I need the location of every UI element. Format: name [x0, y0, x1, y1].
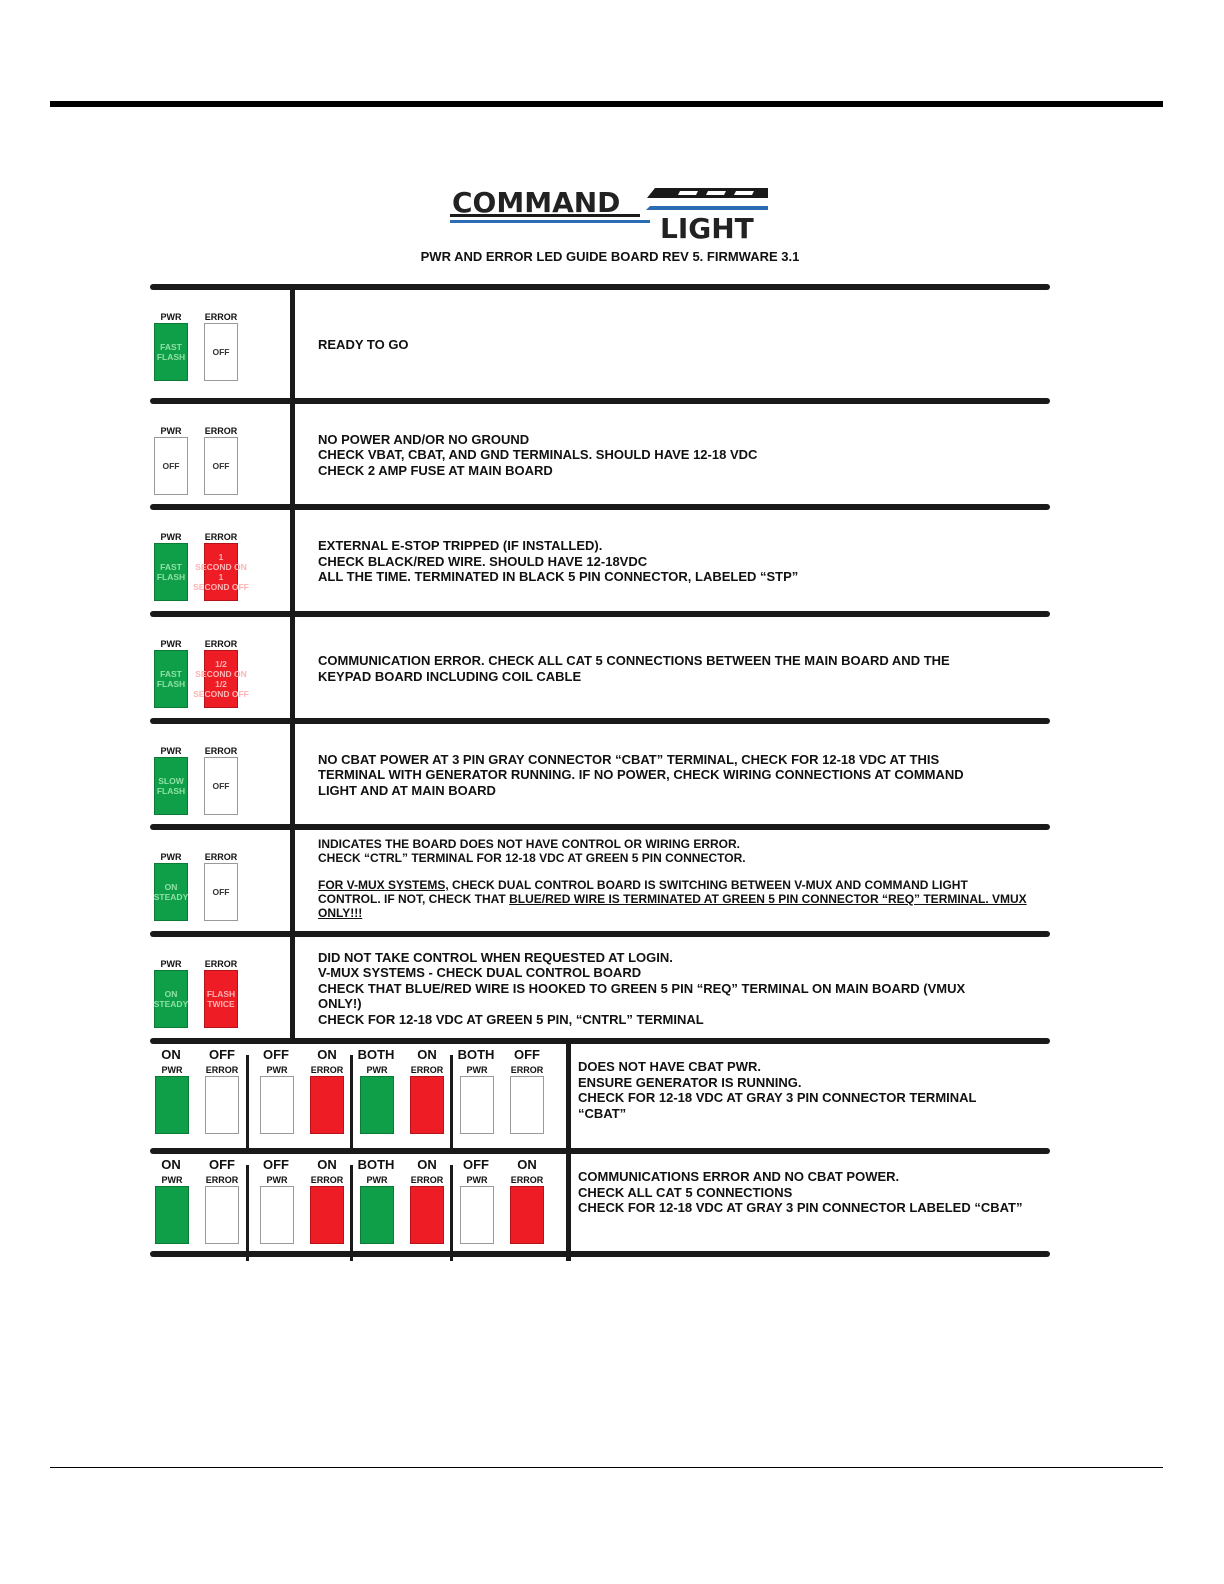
guide-row — [150, 287, 1050, 401]
description-line: ONLY!) — [318, 996, 362, 1012]
pwr-led-text: FAST — [160, 342, 182, 352]
column-divider — [290, 724, 295, 830]
row-description — [318, 752, 964, 799]
pwr-led-label: PWR — [160, 312, 182, 322]
group-divider — [450, 1055, 453, 1151]
error-led-indicator — [410, 1186, 444, 1244]
error-led-text: OFF — [212, 461, 230, 471]
description-line: CHECK FOR 12-18 VDC AT GREEN 5 PIN, “CNTRL” TERMINAL — [318, 1011, 704, 1027]
pwr-led — [151, 851, 191, 921]
error-led-text: 1 — [218, 572, 224, 582]
vmux-systems-link-text: FOR V-MUX SYSTEMS, — [318, 878, 449, 892]
pwr-led — [357, 1174, 397, 1244]
error-led — [193, 531, 249, 601]
pwr-led — [357, 1064, 397, 1134]
description-line: READY TO GO — [318, 337, 409, 353]
pwr-led-indicator — [360, 1186, 394, 1244]
row-description — [318, 950, 965, 1028]
row-description — [318, 837, 1050, 920]
error-led-indicator — [310, 1076, 344, 1134]
pwr-led-text: FAST — [160, 562, 182, 572]
pwr-led — [457, 1064, 497, 1134]
pwr-led-indicator — [460, 1186, 494, 1244]
group-divider — [246, 1055, 249, 1151]
column-divider — [290, 617, 295, 724]
error-led — [201, 425, 241, 495]
error-led-label: ERROR — [204, 532, 238, 542]
pwr-led-indicator — [460, 1076, 494, 1134]
description-line: INDICATES THE BOARD DOES NOT HAVE CONTROL OR WIRING ERROR. — [318, 837, 741, 851]
row-description — [578, 1169, 1022, 1216]
error-led-indicator — [204, 323, 238, 381]
error-led-indicator — [204, 437, 238, 495]
description-text: CHECK DUAL CONTROL BOARD IS SWITCHING BETWEEN V-MUX AND COMMAND LIGHT — [448, 878, 968, 892]
error-led-label: ERROR — [204, 746, 238, 756]
column-divider — [290, 830, 295, 937]
pwr-led-label: PWR — [161, 1175, 183, 1185]
error-led-indicator — [204, 970, 238, 1028]
pwr-led — [151, 745, 191, 815]
pwr-led — [151, 958, 191, 1028]
group-divider — [450, 1165, 453, 1261]
error-led-indicator — [205, 1076, 239, 1134]
pwr-led-label: PWR — [160, 959, 182, 969]
column-divider — [290, 937, 295, 1044]
description-line: COMMUNICATION ERROR. CHECK ALL CAT 5 CONNECTIONS BETWEEN THE MAIN BOARD AND THE — [318, 653, 950, 668]
column-divider — [290, 510, 295, 617]
error-led-text: SECOND ON — [195, 562, 247, 572]
error-led — [201, 311, 241, 381]
description-line: CHECK VBAT, CBAT, AND GND TERMINALS. SHOULD HAVE 12-18 VDC — [318, 447, 758, 463]
pwr-led-label: PWR — [466, 1065, 488, 1075]
command-light-logo — [450, 186, 770, 242]
pwr-led-label: PWR — [266, 1065, 288, 1075]
pwr-led-label: PWR — [366, 1065, 388, 1075]
error-state-label: ON — [317, 1047, 337, 1062]
pwr-state-label: ON — [161, 1047, 181, 1062]
description-line: DID NOT TAKE CONTROL WHEN REQUESTED AT LOGIN. — [318, 949, 673, 965]
error-led-indicator — [204, 757, 238, 815]
description-line — [318, 892, 1050, 906]
pwr-led-text: FLASH — [156, 679, 186, 689]
pwr-led-label: PWR — [366, 1175, 388, 1185]
error-led-label: ERROR — [510, 1065, 544, 1075]
pwr-led — [151, 311, 191, 381]
pwr-led-text: STEADY — [153, 999, 189, 1009]
pwr-led-text: STEADY — [153, 892, 189, 902]
column-divider — [290, 290, 295, 404]
description-line: DOES NOT HAVE CBAT PWR. — [578, 1059, 761, 1074]
error-led-label: ERROR — [510, 1175, 544, 1185]
description-line — [318, 906, 1050, 920]
pwr-led-indicator — [154, 757, 188, 815]
pwr-led-indicator — [154, 863, 188, 921]
error-led — [201, 851, 241, 921]
error-led — [202, 1174, 242, 1244]
column-divider — [566, 1038, 571, 1151]
pwr-led-indicator — [154, 437, 188, 495]
pwr-led-label: PWR — [160, 852, 182, 862]
svg-text:LIGHT: LIGHT — [660, 212, 754, 242]
error-led-text: 1/2 — [215, 679, 227, 689]
pwr-led — [151, 531, 191, 601]
description-line: CHECK FOR 12-18 VDC AT GRAY 3 PIN CONNECTOR TERMINAL — [578, 1090, 977, 1105]
error-state-label: ON — [417, 1157, 437, 1172]
underlined-text: ONLY!!! — [318, 906, 363, 920]
error-state-label: ON — [517, 1157, 537, 1172]
pwr-led — [151, 638, 191, 708]
error-led-indicator — [510, 1186, 544, 1244]
pwr-led-text: FLASH — [156, 352, 186, 362]
pwr-led-text: ON — [164, 882, 178, 892]
error-state-label: ON — [317, 1157, 337, 1172]
error-led-text: SECOND OFF — [193, 689, 249, 699]
error-led — [193, 638, 249, 708]
description-line — [318, 878, 1050, 892]
error-state-label: OFF — [209, 1047, 235, 1062]
group-divider — [350, 1055, 353, 1151]
error-led-label: ERROR — [204, 959, 238, 969]
pwr-led-text: FLASH — [156, 786, 186, 796]
description-line: KEYPAD BOARD INCLUDING COIL CABLE — [318, 668, 582, 684]
description-text: CONTROL. IF NOT, CHECK THAT — [318, 892, 510, 906]
svg-text:COMMAND: COMMAND — [452, 186, 621, 219]
pwr-led-label: PWR — [160, 639, 182, 649]
error-led-indicator — [310, 1186, 344, 1244]
pwr-led-indicator — [260, 1076, 294, 1134]
error-led-text: SECOND ON — [195, 669, 247, 679]
row-description — [578, 1059, 976, 1121]
underlined-text: BLUE/RED WIRE IS TERMINATED AT GREEN 5 PIN CONNECTOR “REQ” TERMINAL. VMUX — [509, 892, 1027, 906]
row-description — [318, 538, 798, 585]
description-line: V-MUX SYSTEMS - CHECK DUAL CONTROL BOARD — [318, 965, 642, 981]
pwr-led-text: OFF — [162, 461, 180, 471]
page-subtitle: PWR AND ERROR LED GUIDE BOARD REV 5. FIRMWARE 3.1 — [420, 249, 800, 264]
error-led-text: SECOND OFF — [193, 582, 249, 592]
error-led-label: ERROR — [205, 1175, 239, 1185]
error-led-indicator — [204, 863, 238, 921]
description-line: NO CBAT POWER AT 3 PIN GRAY CONNECTOR “CBAT” TERMINAL, CHECK FOR 12-18 VDC AT THIS — [318, 751, 940, 767]
pwr-state-label: OFF — [263, 1047, 289, 1062]
error-state-label: OFF — [209, 1157, 235, 1172]
pwr-led-text: ON — [164, 989, 178, 999]
top-rule — [50, 101, 1163, 107]
error-led-text: 1 — [218, 552, 224, 562]
group-divider — [246, 1165, 249, 1261]
pwr-state-label: BOTH — [357, 1157, 395, 1172]
description-line: CHECK BLACK/RED WIRE. SHOULD HAVE 12-18VDC — [318, 553, 648, 569]
error-state-label: ON — [417, 1047, 437, 1062]
pwr-led-label: PWR — [266, 1175, 288, 1185]
pwr-state-label: OFF — [463, 1157, 489, 1172]
error-led-indicator — [193, 650, 249, 708]
description-line: NO POWER AND/OR NO GROUND — [318, 431, 530, 447]
error-led — [407, 1174, 447, 1244]
error-led-text: OFF — [212, 781, 230, 791]
pwr-led — [457, 1174, 497, 1244]
description-line: “CBAT” — [578, 1105, 627, 1121]
description-line: COMMUNICATIONS ERROR AND NO CBAT POWER. — [578, 1169, 900, 1184]
description-line: CHECK THAT BLUE/RED WIRE IS HOOKED TO GREEN 5 PIN “REQ” TERMINAL ON MAIN BOARD (VMUX — [318, 980, 966, 996]
error-led-label: ERROR — [410, 1175, 444, 1185]
error-led-text: TWICE — [207, 999, 235, 1009]
pwr-led-indicator — [155, 1076, 189, 1134]
pwr-led-indicator — [155, 1186, 189, 1244]
description-line: ALL THE TIME. TERMINATED IN BLACK 5 PIN CONNECTOR, LABELED “STP” — [318, 569, 799, 585]
group-divider — [350, 1165, 353, 1261]
error-led-label: ERROR — [204, 426, 238, 436]
pwr-led — [257, 1174, 297, 1244]
description-line: ENSURE GENERATOR IS RUNNING. — [578, 1074, 802, 1090]
error-led-indicator — [410, 1076, 444, 1134]
description-line: LIGHT AND AT MAIN BOARD — [318, 782, 496, 798]
description-line: CHECK ALL CAT 5 CONNECTIONS — [578, 1184, 793, 1200]
error-led — [307, 1064, 347, 1134]
pwr-state-label: OFF — [263, 1157, 289, 1172]
error-led-text: 1/2 — [215, 659, 227, 669]
error-led-text: FLASH — [206, 989, 236, 999]
pwr-led-label: PWR — [161, 1065, 183, 1075]
error-led-label: ERROR — [204, 639, 238, 649]
error-led — [201, 745, 241, 815]
error-led — [407, 1064, 447, 1134]
pwr-led-indicator — [154, 543, 188, 601]
pwr-led-label: PWR — [466, 1175, 488, 1185]
error-led-text: OFF — [212, 347, 230, 357]
pwr-led — [257, 1064, 297, 1134]
error-led — [201, 958, 241, 1028]
pwr-led — [152, 1174, 192, 1244]
error-led — [202, 1064, 242, 1134]
error-state-label: OFF — [514, 1047, 540, 1062]
pwr-led-text: SLOW — [158, 776, 184, 786]
row-description — [318, 432, 757, 479]
description-line: CHECK 2 AMP FUSE AT MAIN BOARD — [318, 462, 553, 478]
description-line: TERMINAL WITH GENERATOR RUNNING. IF NO POWER, CHECK WIRING CONNECTIONS AT COMMAND — [318, 767, 964, 783]
pwr-led — [152, 1064, 192, 1134]
pwr-led-text: FLASH — [156, 572, 186, 582]
pwr-led — [151, 425, 191, 495]
bottom-rule — [50, 1467, 1163, 1468]
row-description — [318, 653, 950, 684]
row-description — [318, 337, 409, 353]
pwr-led-label: PWR — [160, 426, 182, 436]
error-led-label: ERROR — [204, 852, 238, 862]
column-divider — [566, 1148, 571, 1261]
error-led-label: ERROR — [410, 1065, 444, 1075]
pwr-led-indicator — [360, 1076, 394, 1134]
pwr-led-indicator — [154, 970, 188, 1028]
pwr-led-text: FAST — [160, 669, 182, 679]
error-led-label: ERROR — [204, 312, 238, 322]
pwr-led-label: PWR — [160, 532, 182, 542]
pwr-led-indicator — [154, 650, 188, 708]
description-line: CHECK “CTRL” TERMINAL FOR 12-18 VDC AT GREEN 5 PIN CONNECTOR. — [318, 851, 746, 865]
pwr-state-label: ON — [161, 1157, 181, 1172]
description-line: EXTERNAL E-STOP TRIPPED (IF INSTALLED). — [318, 538, 603, 554]
description-line: CHECK FOR 12-18 VDC AT GRAY 3 PIN CONNECTOR LABELED “CBAT” — [578, 1200, 1023, 1215]
error-led-indicator — [510, 1076, 544, 1134]
pwr-led-indicator — [154, 323, 188, 381]
error-led-label: ERROR — [310, 1175, 344, 1185]
pwr-state-label: BOTH — [357, 1047, 395, 1062]
error-led — [507, 1174, 547, 1244]
pwr-led-label: PWR — [160, 746, 182, 756]
error-led-label: ERROR — [310, 1065, 344, 1075]
error-led — [507, 1064, 547, 1134]
error-led-label: ERROR — [205, 1065, 239, 1075]
error-led-indicator — [205, 1186, 239, 1244]
column-divider — [290, 404, 295, 510]
error-led-text: OFF — [212, 887, 230, 897]
pwr-led-indicator — [260, 1186, 294, 1244]
error-led-indicator — [193, 543, 249, 601]
error-led — [307, 1174, 347, 1244]
pwr-state-label: BOTH — [457, 1047, 495, 1062]
